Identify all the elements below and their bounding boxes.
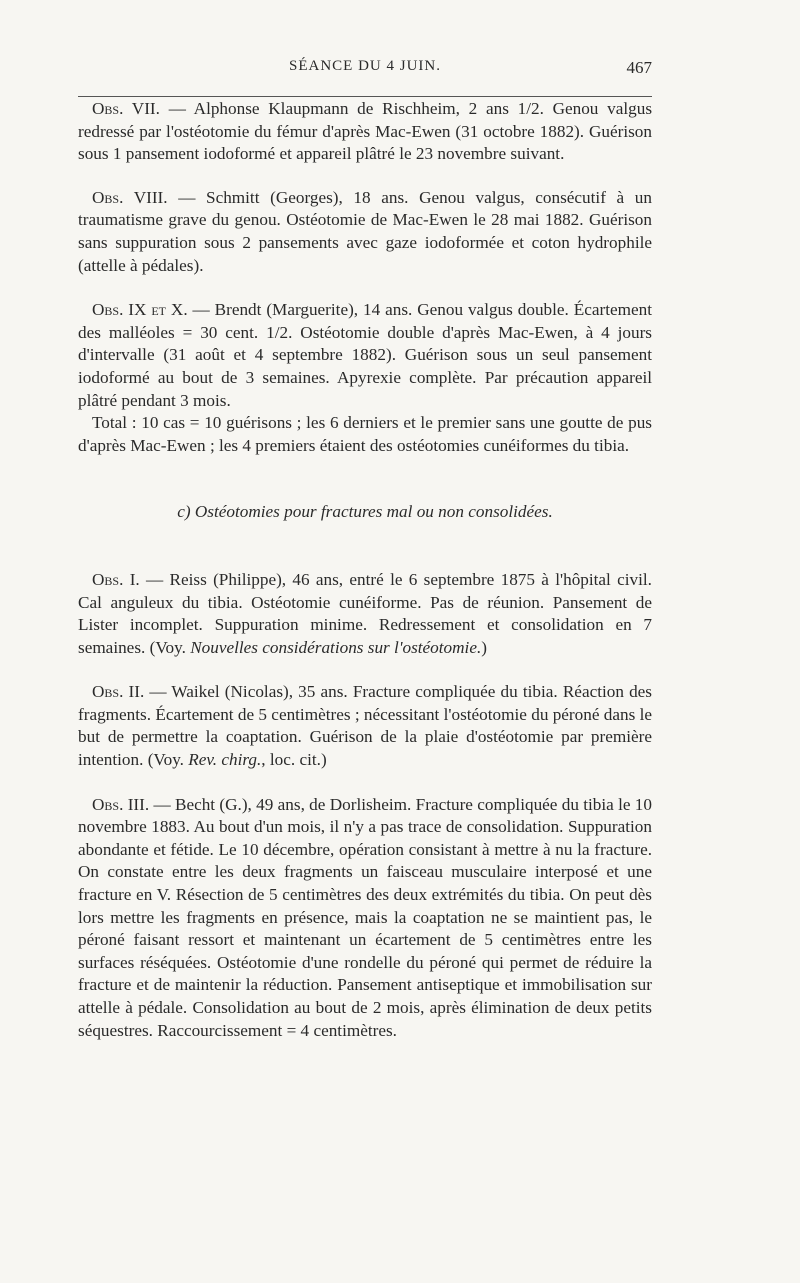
- obs-text: — Schmitt (Georges), 18 ans. Genou valgus, consécutif à un traumatisme grave du genou. Ostéotomie de Mac-Ewen le 28 mai 1882. Guérison sans suppuration sous 2 pansements avec gaze iodoformée et coton hydrophile (attelle à pédales).: [78, 187, 652, 275]
- total-paragraph: Total : 10 cas = 10 guérisons ; les 6 derniers et le premier sans une goutte de pus d'après Mac-Ewen ; les 4 premiers étaient des ostéotomies cunéiformes du tibia.: [78, 413, 652, 455]
- observation-ii: [78, 681, 652, 771]
- section-title: c) Ostéotomies pour fractures mal ou non consolidées.: [177, 502, 553, 522]
- page-number: 467: [626, 58, 652, 77]
- obs-text: — Alphonse Klaupmann de Rischheim, 2 ans 1/2. Genou valgus redressé par l'ostéotomie du fémur d'après Mac-Ewen (31 octobre 1882). Guérison sous 1 pansement iodoformé et appareil plâtré le 23 novembre suivant.: [78, 99, 653, 164]
- obs-label: Obs. I.: [92, 569, 140, 589]
- reference-title: Nouvelles considérations sur l'ostéotomie.: [190, 637, 482, 657]
- obs-text-end: , loc. cit.): [261, 750, 327, 770]
- running-head: SÉANCE DU 4 JUIN.: [289, 58, 441, 74]
- observation-viii: [78, 187, 652, 277]
- obs-label: Obs. II.: [92, 682, 145, 702]
- obs-text-end: ): [481, 637, 487, 657]
- header-rule: [78, 96, 652, 97]
- reference-title: Rev. chirg.: [188, 750, 262, 770]
- obs-label: Obs. IX et X.: [92, 300, 188, 320]
- obs-label: Obs. VII.: [92, 99, 160, 118]
- obs-label: Obs. VIII.: [92, 187, 168, 207]
- observation-i: [78, 569, 652, 659]
- observation-vii: [78, 98, 652, 166]
- obs-text: — Brendt (Marguerite), 14 ans. Genou valgus double. Écartement des malléoles = 30 cent. 1/2. Ostéotomie double d'après Mac-Ewen, à 4 jours d'intervalle (31 août et 4 septembre 1882). Guérison sous un seul pansement iodoformé au bout de 3 semaines. Apyrexie complète. Par précaution appareil plâtré pendant 3 mois.: [78, 300, 652, 410]
- obs-text: — Waikel (Nicolas), 35 ans. Fracture compliquée du tibia. Réaction des fragments. Écartement de 5 centimètres ; nécessitant l'ostéotomie du péroné dans le but de permettre la coaptation. Guérison de la plaie d'ostéotomie par première intention. (Voy.: [78, 682, 652, 770]
- obs-label: Obs. III.: [92, 794, 150, 814]
- page-header: [78, 58, 652, 84]
- obs-text: — Becht (G.), 49 ans, de Dorlisheim. Fracture compliquée du tibia le 10 novembre 1883. Au bout d'un mois, il n'y a pas trace de consolidation. Suppuration abondante et fétide. Le 10 décembre, opération consistant à mettre à nu la fracture. On constate entre les deux fragments un faisceau musculaire interposé et une fracture en V. Résection de 5 centimètres des deux extrémités du tibia. On peut dès lors mettre les fragments en présence, mais la coaptation ne se maintient pas, le péroné faisant ressort et maintenant un écartement de 5 centimètres entre les surfaces réséquées. Ostéotomie d'une rondelle du péroné qui permet de réduire la fracture et de maintenir la réduction. Pansement antiseptique et immobilisation sur attelle à pédale. Consolidation au bout de 2 mois, après élimination de deux petits séquestres. Raccourcissement = 4 centimètres.: [78, 794, 652, 1040]
- obs-text: — Reiss (Philippe), 46 ans, entré le 6 septembre 1875 à l'hôpital civil. Cal anguleux du tibia. Ostéotomie cunéiforme. Pas de réunion. Pansement de Lister incomplet. Suppuration minime. Redressement et consolidation en 7 semaines. (Voy.: [78, 569, 652, 657]
- body-text: [78, 98, 652, 1042]
- observation-iii: [78, 794, 652, 1043]
- observation-ix-x: [78, 299, 652, 412]
